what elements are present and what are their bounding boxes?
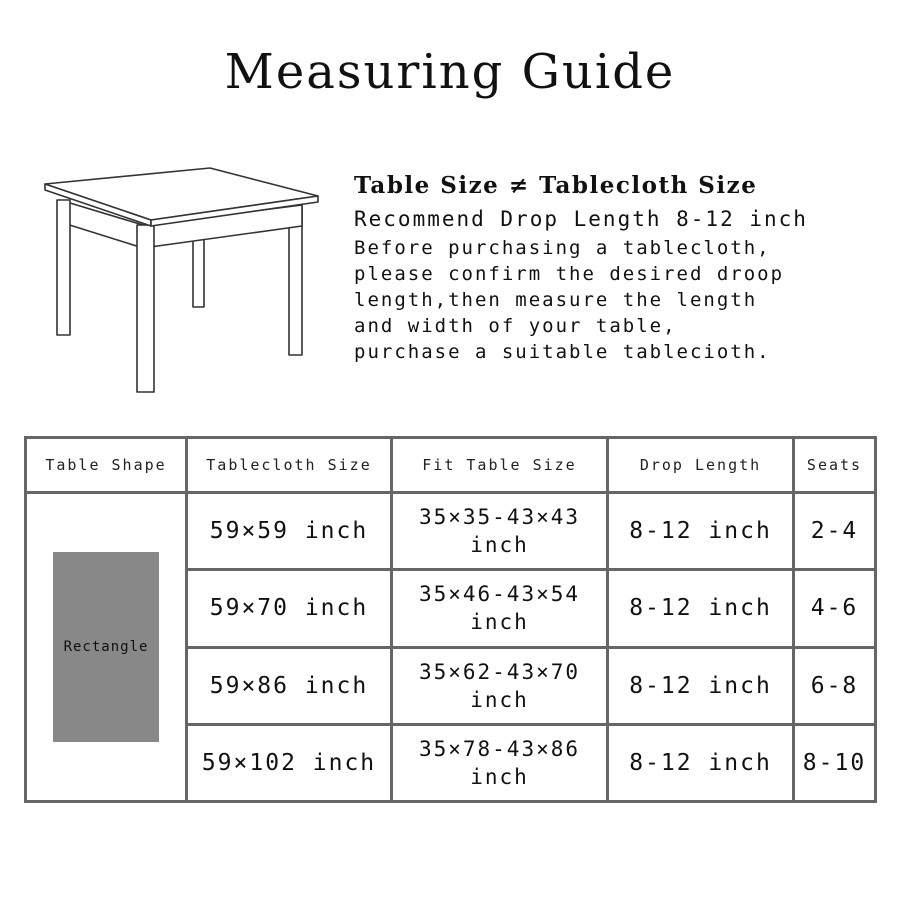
fit-size-range: 35×62-43×70 <box>418 659 581 684</box>
drop-length-cell: 8-12 inch <box>608 647 794 724</box>
header-tablecloth-size: Tablecloth Size <box>187 438 392 493</box>
seats-cell: 2-4 <box>794 493 876 570</box>
page-title: Measuring Guide <box>224 44 676 100</box>
shape-cell <box>26 493 187 802</box>
drop-length-cell: 8-12 inch <box>608 724 794 801</box>
size-guide-table <box>24 436 877 803</box>
instruction-line: please confirm the desired droop <box>354 263 785 285</box>
rectangle-shape-icon <box>53 552 159 742</box>
drop-length-cell: 8-12 inch <box>608 493 794 570</box>
seats-cell: 6-8 <box>794 647 876 724</box>
instruction-line: and width of your table, <box>354 315 677 337</box>
header-seats: Seats <box>794 438 876 493</box>
drop-length-recommendation: Recommend Drop Length 8-12 inch <box>354 207 808 231</box>
intro-text <box>354 172 894 365</box>
header-fit-table-size: Fit Table Size <box>392 438 608 493</box>
header-drop-length: Drop Length <box>608 438 794 493</box>
instructions <box>354 235 894 365</box>
table-row <box>26 493 876 570</box>
seats-cell: 4-6 <box>794 570 876 647</box>
fit-table-size-cell <box>392 570 608 647</box>
tablecloth-size-cell: 59×102 inch <box>187 724 392 801</box>
instruction-line: purchase a suitable tablecioth. <box>354 341 771 363</box>
fit-size-range: 35×35-43×43 <box>418 505 581 530</box>
fit-table-size-cell <box>392 724 608 801</box>
table-illustration-icon <box>40 160 325 400</box>
fit-table-size-cell <box>392 647 608 724</box>
fit-size-unit: inch <box>470 533 529 558</box>
fit-size-range: 35×46-43×54 <box>418 582 581 607</box>
fit-size-unit: inch <box>470 764 529 789</box>
fit-size-unit: inch <box>470 687 529 712</box>
tablecloth-size-cell: 59×86 inch <box>187 647 392 724</box>
fit-size-range: 35×78-43×86 <box>418 736 581 761</box>
tablecloth-size-cell: 59×70 inch <box>187 570 392 647</box>
instruction-line: length,then measure the length <box>354 289 758 311</box>
fit-size-unit: inch <box>470 610 529 635</box>
table-header-row <box>26 438 876 493</box>
instruction-line: Before purchasing a tablecloth, <box>354 237 771 259</box>
header-table-shape: Table Shape <box>26 438 187 493</box>
seats-cell: 8-10 <box>794 724 876 801</box>
shape-label: Rectangle <box>63 639 149 655</box>
size-warning-heading: Table Size ≠ Tablecloth Size <box>354 172 758 199</box>
drop-length-cell: 8-12 inch <box>608 570 794 647</box>
tablecloth-size-cell: 59×59 inch <box>187 493 392 570</box>
fit-table-size-cell <box>392 493 608 570</box>
